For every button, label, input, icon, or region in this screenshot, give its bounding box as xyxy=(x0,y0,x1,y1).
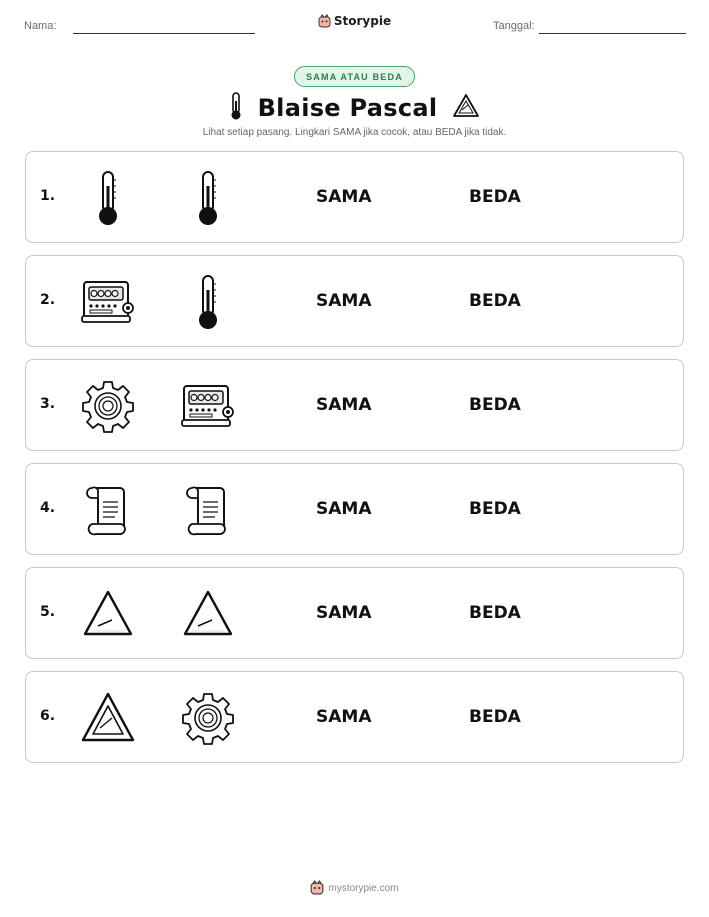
different-option[interactable]: BEDA xyxy=(469,707,521,727)
pair-row xyxy=(25,463,684,555)
scroll-icon xyxy=(178,480,238,540)
row-number: 4. xyxy=(40,500,56,516)
calculator-machine-icon xyxy=(178,376,238,436)
scroll-icon xyxy=(78,480,138,540)
thermometer-icon xyxy=(178,272,238,332)
thermometer-icon xyxy=(178,168,238,228)
row-number: 5. xyxy=(40,604,56,620)
pair-row xyxy=(25,151,684,243)
different-option[interactable]: BEDA xyxy=(469,603,521,623)
same-option[interactable]: SAMA xyxy=(316,291,372,311)
triangle-framed-icon xyxy=(78,688,138,748)
title-row xyxy=(0,90,709,126)
thermometer-icon xyxy=(228,91,244,125)
name-label: Nama: xyxy=(24,20,57,32)
pair-row xyxy=(25,671,684,763)
thermometer-icon xyxy=(78,168,138,228)
same-option[interactable]: SAMA xyxy=(316,187,372,207)
row-number: 2. xyxy=(40,292,56,308)
different-option[interactable]: BEDA xyxy=(469,499,521,519)
worksheet-badge: SAMA ATAU BEDA xyxy=(294,66,415,87)
different-option[interactable]: BEDA xyxy=(469,395,521,415)
footer-site[interactable]: mystorypie.com xyxy=(328,883,399,894)
triangle-icon xyxy=(451,92,481,124)
calculator-machine-icon xyxy=(78,272,138,332)
pair-row xyxy=(25,567,684,659)
row-number: 3. xyxy=(40,396,56,412)
gear-icon xyxy=(178,688,238,748)
brand-name: Storypie xyxy=(333,14,392,28)
triangle-icon xyxy=(178,584,238,644)
different-option[interactable]: BEDA xyxy=(469,291,521,311)
brand xyxy=(0,14,709,31)
date-label: Tanggal: xyxy=(493,20,535,32)
same-option[interactable]: SAMA xyxy=(316,707,372,727)
date-field[interactable] xyxy=(539,33,686,34)
gear-icon xyxy=(78,376,138,436)
name-field[interactable] xyxy=(73,33,255,34)
instructions: Lihat setiap pasang. Lingkari SAMA jika cocok, atau BEDA jika tidak. xyxy=(202,127,507,138)
pair-row xyxy=(25,255,684,347)
page-title: Blaise Pascal xyxy=(257,94,438,122)
row-number: 1. xyxy=(40,188,56,204)
triangle-icon xyxy=(78,584,138,644)
storypie-logo-icon xyxy=(318,14,331,31)
same-option[interactable]: SAMA xyxy=(316,395,372,415)
row-number: 6. xyxy=(40,708,56,724)
pair-row xyxy=(25,359,684,451)
different-option[interactable]: BEDA xyxy=(469,187,521,207)
footer xyxy=(0,880,709,898)
same-option[interactable]: SAMA xyxy=(316,499,372,519)
same-option[interactable]: SAMA xyxy=(316,603,372,623)
storypie-logo-icon xyxy=(310,880,324,898)
